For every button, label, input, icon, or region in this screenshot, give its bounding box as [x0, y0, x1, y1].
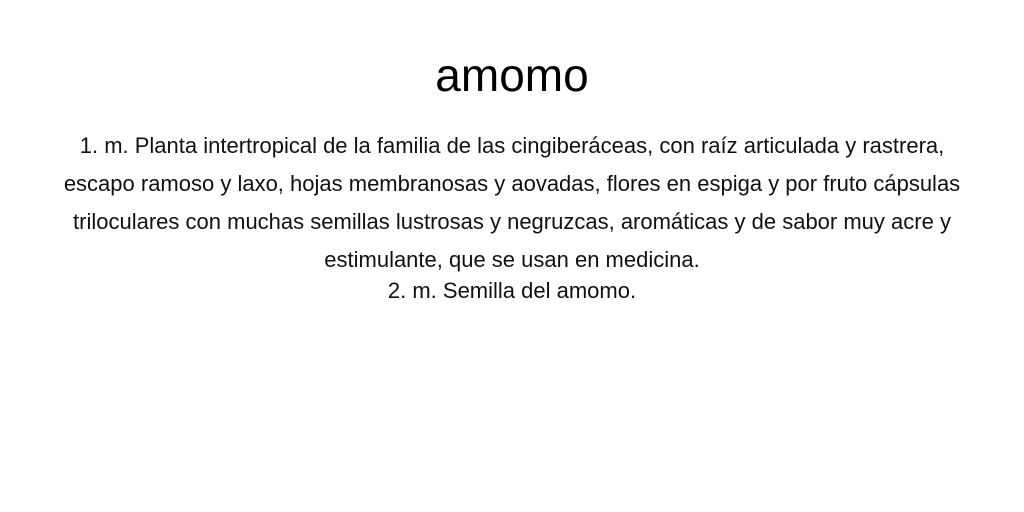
definition-list — [46, 127, 978, 306]
headword-title: amomo — [435, 49, 589, 101]
definition-1: 1. m. Planta intertropical de la familia de las cingiberáceas, con raíz articulada y rastrera, escapo ramoso y laxo, hojas membranosas y aovadas, flores en espiga y por fruto cápsulas triloculares con muchas semillas lustrosas y negruzcas, aromáticas y de sabor muy acre y estimulante, que se usan en medicina. — [63, 133, 961, 272]
definition-2: 2. m. Semilla del amomo. — [387, 278, 637, 303]
